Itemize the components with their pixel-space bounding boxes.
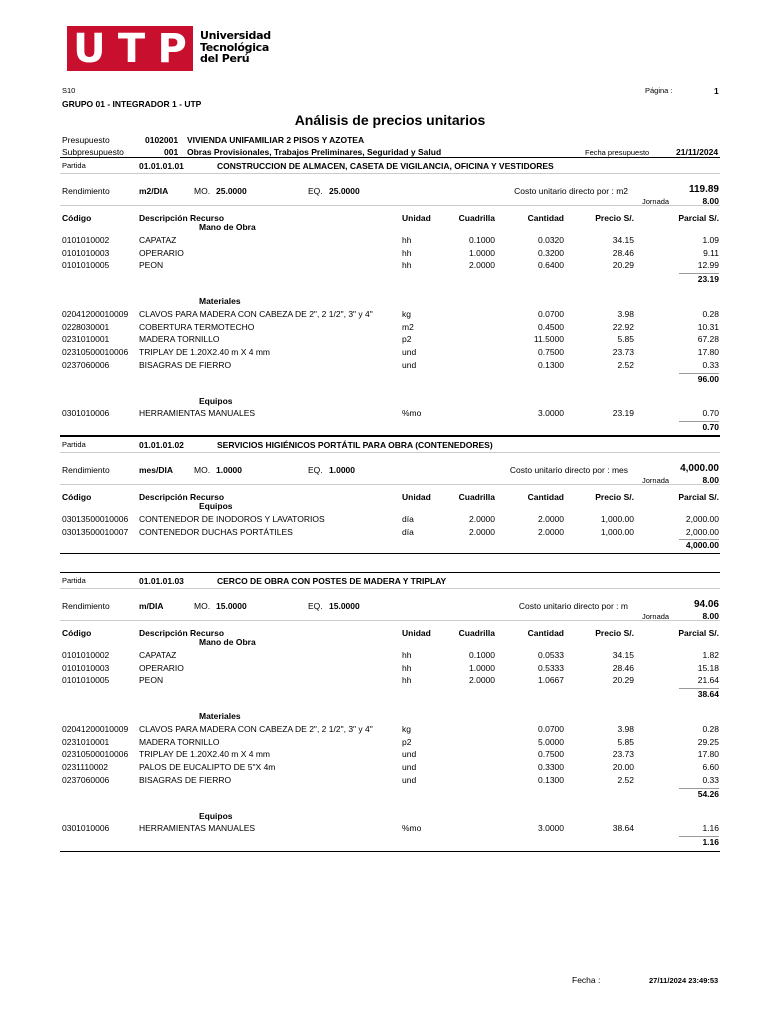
item-description: CLAVOS PARA MADERA CON CABEZA DE 2", 2 1/2", 3" y 4" — [139, 308, 373, 319]
costo-unitario-value: 94.06 — [693, 599, 719, 610]
costo-unitario-label: Costo unitario directo por : m — [518, 601, 628, 611]
footer-fecha-value: 27/11/2024 23:49:53 — [649, 976, 719, 985]
col-cuadrilla: Cuadrilla — [458, 213, 495, 223]
eq-value: 15.0000 — [329, 601, 360, 611]
subpresupuesto-code: 001 — [164, 147, 179, 157]
item-unit: und — [402, 347, 417, 358]
col-parcial: Parcial S/. — [678, 492, 719, 502]
item-cuadrilla: 0.1000 — [469, 649, 495, 660]
item-parcial: 0.33 — [702, 775, 719, 785]
costo-unitario-label: Costo unitario directo por : m2 — [514, 186, 628, 196]
item-precio: 34.15 — [612, 234, 634, 245]
item-parcial: 17.80 — [697, 749, 719, 760]
item-parcial: 2,000.00 — [685, 513, 719, 524]
presupuesto-label: Presupuesto — [62, 135, 110, 145]
group-total: 1.16 — [702, 837, 719, 848]
item-parcial: 17.80 — [697, 347, 719, 358]
item-code: 03013500010006 — [62, 513, 129, 524]
group-total: 0.70 — [702, 422, 719, 433]
item-parcial: 21.64 — [697, 675, 719, 686]
col-precio: Precio S/. — [595, 213, 634, 223]
mo-label: MO. — [194, 601, 211, 611]
item-parcial: 0.33 — [702, 360, 719, 370]
presupuesto-code: 0102001 — [145, 135, 179, 145]
item-cuadrilla: 2.0000 — [469, 675, 495, 686]
mo-label: MO. — [194, 186, 211, 196]
item-precio: 28.46 — [612, 247, 634, 258]
col-descripcion: Descripción Recurso — [139, 213, 225, 223]
costo-unitario-value: 4,000.00 — [680, 463, 719, 474]
jornada-value: 8.00 — [702, 196, 719, 206]
group-name: Equipos — [199, 501, 233, 511]
item-code: 02310500010006 — [62, 749, 129, 760]
subpresupuesto-label: Subpresupuesto — [62, 147, 124, 157]
item-cantidad: 0.5333 — [538, 662, 564, 673]
item-parcial: 15.18 — [697, 662, 719, 673]
col-parcial: Parcial S/. — [678, 628, 719, 638]
col-descripcion: Descripción Recurso — [139, 492, 225, 502]
item-cantidad: 2.0000 — [538, 513, 564, 524]
mo-label: MO. — [194, 465, 211, 475]
item-description: COBERTURA TERMOTECHO — [139, 321, 255, 332]
partida-code: 01.01.01.02 — [139, 440, 184, 450]
partida-code: 01.01.01.03 — [139, 576, 184, 586]
item-code: 0101010005 — [62, 260, 110, 271]
item-cantidad: 0.3200 — [538, 247, 564, 258]
item-parcial: 1.82 — [702, 649, 719, 660]
item-cuadrilla: 1.0000 — [469, 662, 495, 673]
eq-value: 25.0000 — [329, 186, 360, 196]
item-description: BISAGRAS DE FIERRO — [139, 775, 232, 785]
item-parcial: 0.28 — [702, 723, 719, 734]
item-code: 0231010001 — [62, 334, 110, 345]
university-name — [200, 30, 271, 65]
col-cuadrilla: Cuadrilla — [458, 628, 495, 638]
group-total: 54.26 — [697, 788, 719, 799]
item-description: TRIPLAY DE 1.20X2.40 m X 4 mm — [139, 749, 271, 760]
item-cuadrilla: 2.0000 — [469, 260, 495, 271]
item-precio: 23.73 — [612, 347, 634, 358]
item-code: 02041200010009 — [62, 308, 129, 319]
col-codigo: Código — [62, 628, 92, 638]
item-cantidad: 5.0000 — [538, 736, 564, 747]
partida-name: CERCO DE OBRA CON POSTES DE MADERA Y TRIPLAY — [217, 576, 447, 586]
table-header-separator — [60, 205, 720, 206]
item-parcial: 12.99 — [697, 260, 719, 271]
item-description: PEON — [139, 260, 164, 271]
costo-unitario-value: 119.89 — [688, 184, 719, 195]
item-unit: p2 — [402, 334, 412, 345]
group-total: 4,000.00 — [685, 540, 719, 551]
item-precio: 1,000.00 — [600, 526, 634, 537]
mo-value: 25.0000 — [216, 186, 247, 196]
presupuesto-name: VIVIENDA UNIFAMILIAR 2 PISOS Y AZOTEA — [187, 135, 365, 145]
page-title: Análisis de precios unitarios — [294, 112, 486, 128]
item-description: PALOS DE EUCALIPTO DE 5"X 4m — [139, 762, 276, 773]
item-parcial: 0.70 — [702, 408, 719, 419]
rendimiento-label: Rendimiento — [62, 186, 110, 196]
utp-logo — [67, 26, 193, 71]
rendimiento-unit: mes/DIA — [139, 465, 174, 475]
item-unit: hh — [402, 675, 412, 686]
item-code: 0231110002 — [62, 762, 109, 773]
item-cantidad: 0.0533 — [538, 649, 564, 660]
item-code: 03013500010007 — [62, 526, 129, 537]
page-number: 1 — [714, 86, 719, 96]
item-precio: 23.73 — [612, 749, 634, 760]
item-description: HERRAMIENTAS MANUALES — [139, 408, 256, 419]
item-precio: 34.15 — [612, 649, 634, 660]
item-description: PEON — [139, 675, 164, 686]
item-parcial: 10.31 — [697, 321, 719, 332]
partida-underline — [60, 452, 720, 453]
item-unit: hh — [402, 662, 412, 673]
item-cantidad: 0.6400 — [538, 260, 564, 271]
university-name-line1: Universidad — [200, 29, 271, 42]
item-cuadrilla: 1.0000 — [469, 247, 495, 258]
item-precio: 20.29 — [612, 260, 634, 271]
item-precio: 28.46 — [612, 662, 634, 673]
col-precio: Precio S/. — [595, 628, 634, 638]
item-code: 0237060006 — [62, 775, 110, 785]
item-cantidad: 11.5000 — [533, 334, 564, 345]
item-precio: 5.85 — [617, 334, 634, 345]
university-name-line3: del Perú — [200, 52, 250, 65]
item-precio: 2.52 — [617, 775, 634, 785]
item-precio: 23.19 — [612, 408, 634, 419]
item-cuadrilla: 0.1000 — [469, 234, 495, 245]
eq-label: EQ. — [308, 186, 323, 196]
system-code: S10 — [62, 86, 76, 95]
item-description: OPERARIO — [139, 662, 184, 673]
item-code: 0228030001 — [62, 321, 110, 332]
item-cantidad: 3.0000 — [538, 408, 564, 419]
item-description: CAPATAZ — [139, 649, 177, 660]
item-code: 02041200010009 — [62, 723, 129, 734]
partida-code: 01.01.01.01 — [139, 161, 184, 171]
item-code: 02310500010006 — [62, 347, 129, 358]
partida-name: CONSTRUCCION DE ALMACEN, CASETA DE VIGILANCIA, OFICINA Y VESTIDORES — [217, 161, 554, 171]
item-code: 0301010006 — [62, 823, 110, 834]
item-parcial: 2,000.00 — [685, 526, 719, 537]
footer-fecha-label: Fecha : — [572, 975, 601, 985]
table-header-separator — [60, 484, 720, 485]
item-description: TRIPLAY DE 1.20X2.40 m X 4 mm — [139, 347, 271, 358]
partida-name: SERVICIOS HIGIÉNICOS PORTÁTIL PARA OBRA (CONTENEDORES) — [217, 440, 493, 450]
item-parcial: 0.28 — [702, 308, 719, 319]
col-unidad: Unidad — [402, 492, 431, 502]
col-cantidad: Cantidad — [527, 492, 564, 502]
rendimiento-label: Rendimiento — [62, 601, 110, 611]
item-description: MADERA TORNILLO — [139, 334, 220, 345]
item-precio: 1,000.00 — [600, 513, 634, 524]
jornada-label: Jornada — [642, 197, 670, 206]
item-parcial: 1.09 — [702, 234, 719, 245]
item-parcial: 29.25 — [697, 736, 719, 747]
col-unidad: Unidad — [402, 628, 431, 638]
item-cantidad: 0.1300 — [538, 360, 564, 370]
item-code: 0231010001 — [62, 736, 110, 747]
item-precio: 5.85 — [617, 736, 634, 747]
item-description: CLAVOS PARA MADERA CON CABEZA DE 2", 2 1/2", 3" y 4" — [139, 723, 373, 734]
item-code: 0101010003 — [62, 247, 110, 258]
item-cuadrilla: 2.0000 — [469, 526, 495, 537]
item-description: BISAGRAS DE FIERRO — [139, 360, 232, 370]
eq-label: EQ. — [308, 465, 323, 475]
item-code: 0101010005 — [62, 675, 110, 686]
table-header-separator — [60, 620, 720, 621]
subpresupuesto-name: Obras Provisionales, Trabajos Preliminares, Seguridad y Salud — [187, 147, 442, 157]
group-name: GRUPO 01 - INTEGRADOR 1 - UTP — [62, 99, 202, 109]
item-code: 0237060006 — [62, 360, 110, 370]
item-unit: hh — [402, 234, 412, 245]
group-name: Equipos — [199, 395, 233, 406]
logo-letter-t: T — [117, 25, 146, 72]
item-parcial: 9.11 — [703, 247, 719, 258]
university-name-line2: Tecnológica — [200, 40, 270, 54]
item-unit: hh — [402, 247, 412, 258]
item-unit: und — [402, 762, 417, 773]
item-parcial: 1.16 — [702, 823, 719, 834]
partida-label: Partida — [62, 161, 86, 170]
item-description: OPERARIO — [139, 247, 184, 258]
partida-end-separator — [60, 553, 720, 554]
col-parcial: Parcial S/. — [678, 213, 719, 223]
item-description: CAPATAZ — [139, 234, 177, 245]
item-precio: 2.52 — [617, 360, 634, 370]
partida-separator — [60, 157, 720, 158]
item-cantidad: 0.3300 — [538, 762, 564, 773]
item-unit: und — [402, 360, 417, 370]
item-parcial: 6.60 — [702, 762, 719, 773]
item-cantidad: 0.0320 — [538, 234, 564, 245]
item-unit: und — [402, 775, 417, 785]
item-unit: p2 — [402, 736, 412, 747]
jornada-value: 8.00 — [702, 475, 719, 485]
item-description: CONTENEDOR DE INODOROS Y LAVATORIOS — [139, 513, 325, 524]
item-code: 0101010002 — [62, 234, 110, 245]
mo-value: 15.0000 — [216, 601, 247, 611]
item-cantidad: 2.0000 — [538, 526, 564, 537]
group-name: Equipos — [199, 810, 233, 821]
jornada-label: Jornada — [642, 476, 670, 485]
group-total: 96.00 — [697, 373, 719, 384]
end-separator — [60, 851, 720, 852]
item-unit: kg — [402, 723, 411, 734]
eq-label: EQ. — [308, 601, 323, 611]
item-unit: und — [402, 749, 417, 760]
item-parcial: 67.28 — [697, 334, 719, 345]
fecha-presupuesto-label: Fecha presupuesto — [585, 148, 650, 157]
page-label: Página : — [645, 86, 673, 95]
col-cantidad: Cantidad — [527, 628, 564, 638]
item-precio: 38.64 — [612, 823, 634, 834]
partida-separator — [60, 572, 720, 573]
col-cuadrilla: Cuadrilla — [458, 492, 495, 502]
item-description: MADERA TORNILLO — [139, 736, 220, 747]
costo-unitario-label: Costo unitario directo por : mes — [509, 465, 628, 475]
item-cantidad: 0.0700 — [538, 723, 564, 734]
item-precio: 20.00 — [612, 762, 634, 773]
col-cantidad: Cantidad — [527, 213, 564, 223]
col-unidad: Unidad — [402, 213, 431, 223]
group-name: Materiales — [199, 711, 241, 721]
item-cantidad: 0.7500 — [538, 347, 564, 358]
item-unit: día — [402, 526, 414, 537]
group-name: Mano de Obra — [199, 222, 256, 232]
jornada-label: Jornada — [642, 612, 670, 621]
item-precio: 3.98 — [617, 723, 634, 734]
partida-label: Partida — [62, 440, 86, 449]
item-precio: 22.92 — [612, 321, 634, 332]
item-code: 0301010006 — [62, 408, 110, 419]
item-unit: %mo — [402, 408, 422, 419]
group-total: 23.19 — [697, 274, 719, 285]
item-unit: hh — [402, 260, 412, 271]
partida-underline — [60, 588, 720, 589]
item-precio: 20.29 — [612, 675, 634, 686]
item-code: 0101010003 — [62, 662, 110, 673]
item-precio: 3.98 — [617, 308, 634, 319]
logo-letter-u: U — [73, 25, 106, 72]
group-name: Materiales — [199, 296, 241, 306]
group-name: Mano de Obra — [199, 637, 256, 647]
group-total: 38.64 — [697, 689, 719, 700]
item-unit: kg — [402, 308, 411, 319]
item-cuadrilla: 2.0000 — [469, 513, 495, 524]
partida-underline — [60, 173, 720, 174]
item-description: HERRAMIENTAS MANUALES — [139, 823, 256, 834]
mo-value: 1.0000 — [216, 465, 242, 475]
item-unit: m2 — [402, 321, 414, 332]
item-cantidad: 0.0700 — [538, 308, 564, 319]
rendimiento-unit: m/DIA — [139, 601, 164, 611]
rendimiento-label: Rendimiento — [62, 465, 110, 475]
item-unit: día — [402, 513, 414, 524]
rendimiento-unit: m2/DIA — [139, 186, 169, 196]
logo-letter-p: P — [157, 25, 187, 72]
partida-label: Partida — [62, 576, 86, 585]
col-precio: Precio S/. — [595, 492, 634, 502]
col-descripcion: Descripción Recurso — [139, 628, 225, 638]
partida-separator — [60, 436, 720, 437]
jornada-value: 8.00 — [702, 611, 719, 621]
col-codigo: Código — [62, 492, 92, 502]
item-code: 0101010002 — [62, 649, 110, 660]
item-description: CONTENEDOR DUCHAS PORTÁTILES — [139, 526, 293, 537]
eq-value: 1.0000 — [329, 465, 355, 475]
item-cantidad: 0.4500 — [538, 321, 564, 332]
item-cantidad: 1.0667 — [538, 675, 564, 686]
item-cantidad: 3.0000 — [538, 823, 564, 834]
col-codigo: Código — [62, 213, 92, 223]
item-cantidad: 0.1300 — [538, 775, 564, 785]
item-unit: hh — [402, 649, 412, 660]
item-unit: %mo — [402, 823, 422, 834]
fecha-presupuesto-value: 21/11/2024 — [676, 147, 719, 157]
item-cantidad: 0.7500 — [538, 749, 564, 760]
